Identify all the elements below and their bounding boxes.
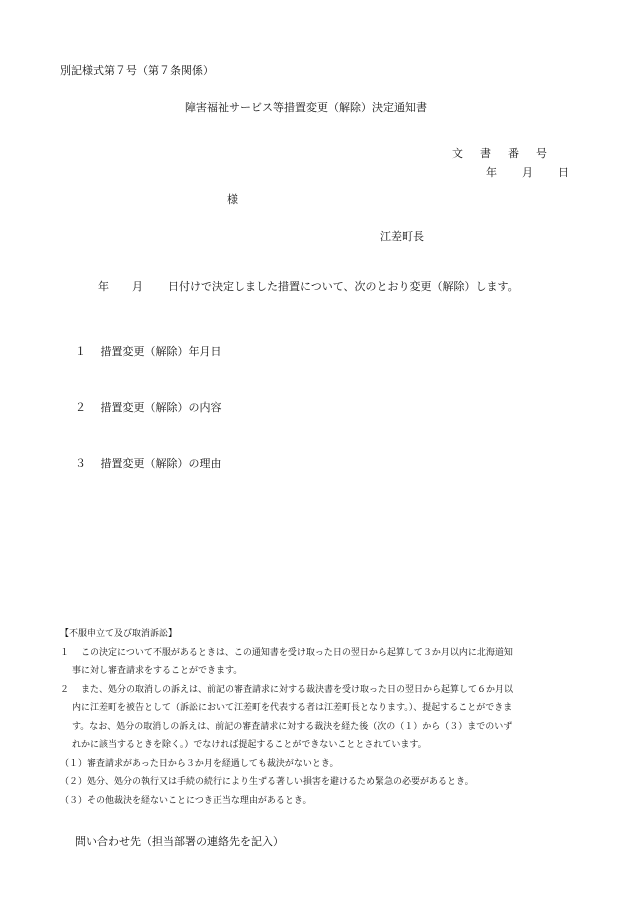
form-label: 別記様式第７号（第７条関係） xyxy=(60,64,214,77)
appeal-paragraph-1-line-1: この決定について不服があるときは、この通知書を受け取った日の翌日から起算して３か月以内に北海道知 xyxy=(81,647,513,658)
item-1-number: １ xyxy=(75,345,86,358)
document-title: 障害福祉サービス等措置変更（解除）決定通知書 xyxy=(185,101,427,114)
item-3 xyxy=(75,455,222,471)
appeal-paragraph-2-line-2: 内に江差町を被告として（訴訟において江差町を代表する者は江差町長となります。）、提起することができま xyxy=(72,703,513,713)
date-month-label: 月 xyxy=(522,166,533,179)
date-day-label: 日 xyxy=(558,166,569,179)
appeal-condition-2: （２）処分、処分の執行又は手続の続行により生ずる著しい損害を避けるため緊急の必要があるとき。 xyxy=(60,777,474,787)
appeal-heading: 【不服申立て及び取消訴訟】 xyxy=(60,629,178,639)
item-3-number: ３ xyxy=(75,457,86,470)
appeal-paragraph-2 xyxy=(60,681,580,700)
appeal-paragraph-2-line-3: す。なお、処分の取消しの訴えは、前記の審査請求に対する裁決を経た後（次の（１）から（３）までのいず xyxy=(72,721,513,732)
addressee-suffix: 様 xyxy=(227,193,238,206)
body-year: 年 xyxy=(98,280,109,293)
item-2 xyxy=(75,399,222,415)
appeal-paragraph-2-line-4: れかに該当するときを除く。）でなければ提起することができないこととされています。 xyxy=(72,740,427,750)
appeal-paragraph-2-line-1: また、処分の取消しの訴えは、前記の審査請求に対する裁決書を受け取った日の翌日から起算して６か月以 xyxy=(81,684,514,695)
body-month: 月 xyxy=(132,280,143,293)
appeal-paragraph-1 xyxy=(60,644,580,663)
date-year-label: 年 xyxy=(486,166,497,179)
appeal-paragraph-1-line-2: 事に対し審査請求をすることができます。 xyxy=(72,666,243,676)
appeal-condition-3: （３）その他裁決を経ないことにつき正当な理由があるとき。 xyxy=(60,795,312,806)
item-3-label: 措置変更（解除）の理由 xyxy=(100,457,222,470)
item-2-label: 措置変更（解除）の内容 xyxy=(100,401,222,414)
item-1 xyxy=(75,343,222,359)
item-1-label: 措置変更（解除）年月日 xyxy=(100,345,222,358)
document-number-label: 文書番号 xyxy=(452,147,564,160)
issuer-name: 江差町長 xyxy=(380,230,424,243)
appeal-paragraph-2-number: ２ xyxy=(60,684,70,695)
body-sentence: 日付けで決定しました措置について、次のとおり変更（解除）します。 xyxy=(168,280,519,293)
contact-line: 問い合わせ先（担当部署の連絡先を記入） xyxy=(75,835,284,848)
item-2-number: ２ xyxy=(75,401,86,414)
appeal-notice xyxy=(60,625,580,810)
appeal-paragraph-1-number: １ xyxy=(60,647,70,658)
appeal-condition-1: （１）審査請求があった日から３か月を経過しても裁決がないとき。 xyxy=(60,758,339,769)
